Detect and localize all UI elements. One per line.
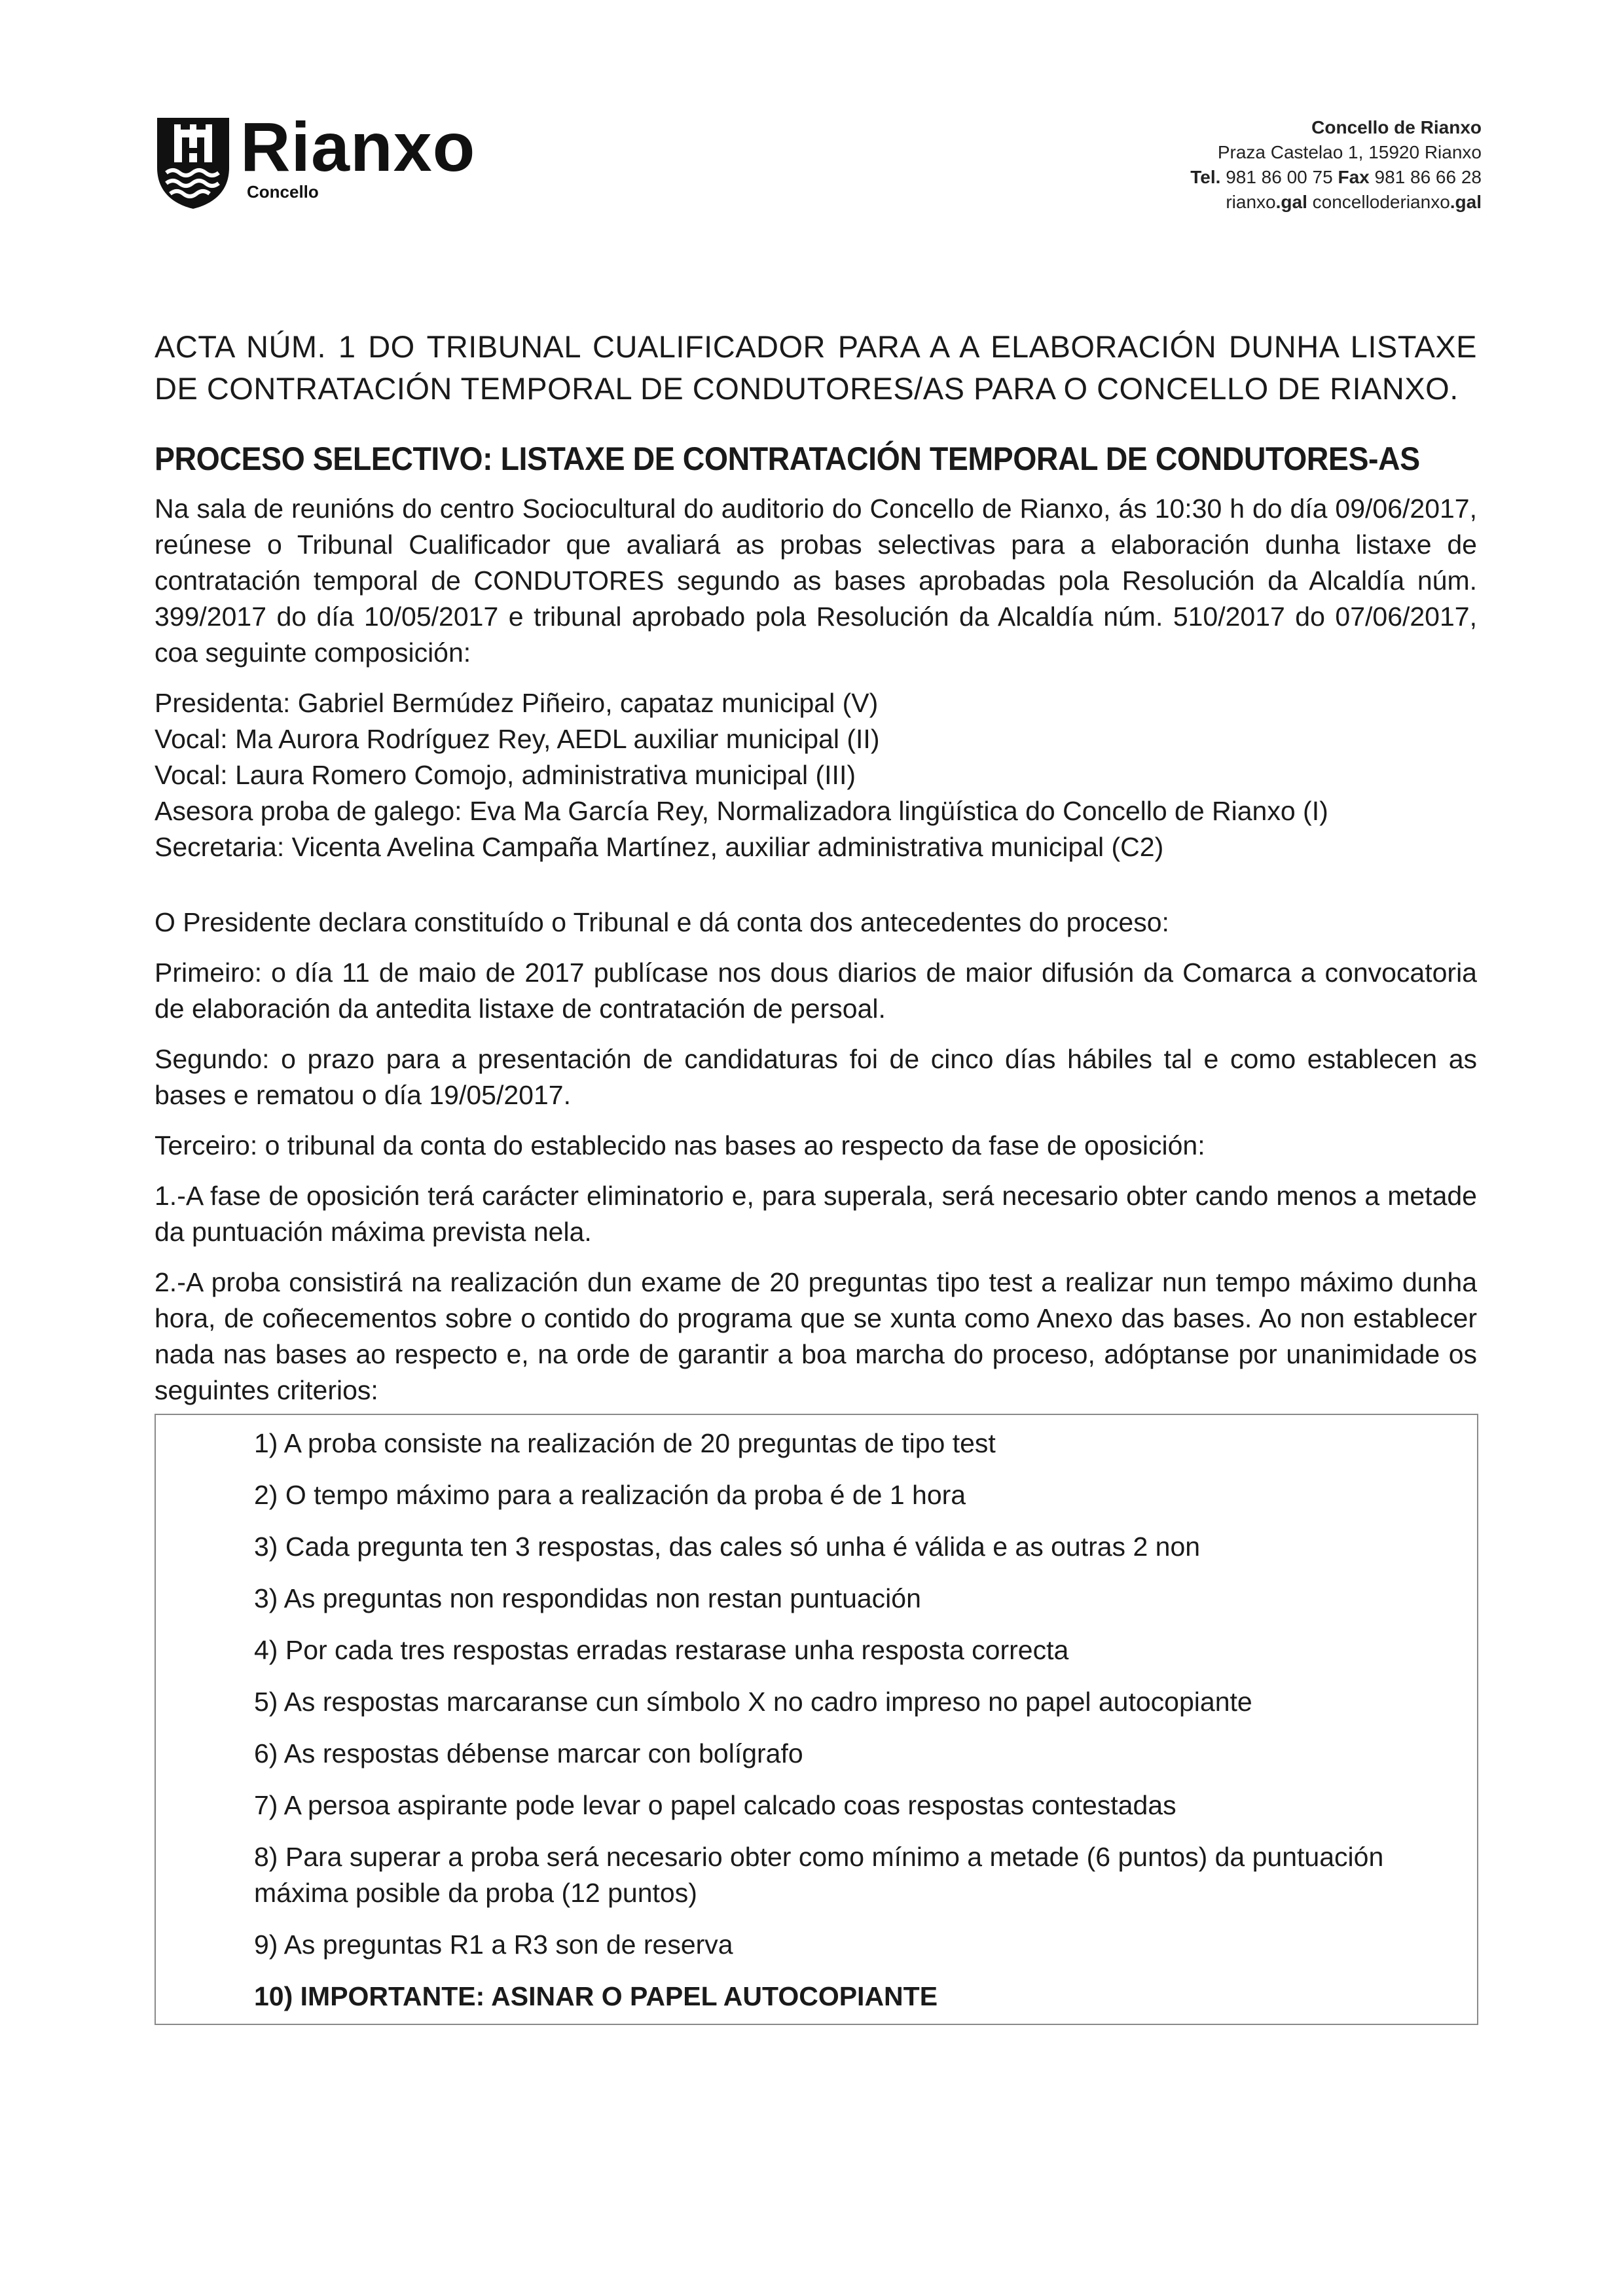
member-line: Secretaria: Vicenta Avelina Campaña Martínez, auxiliar administrativa municipal (C2)	[155, 832, 1164, 862]
member-line: Vocal: Laura Romero Comojo, administrativa municipal (III)	[155, 760, 856, 790]
process-heading: PROCESO SELECTIVO: LISTAXE DE CONTRATACIÓN TEMPORAL DE CONDUTORES-AS	[155, 440, 1420, 477]
member-line: Presidenta: Gabriel Bermúdez Piñeiro, capataz municipal (V)	[155, 688, 879, 718]
phone-line	[1190, 165, 1482, 190]
criteria-item: 1) A proba consiste na realización de 20 preguntas de tipo test	[254, 1428, 996, 1458]
document-body	[155, 326, 1477, 2025]
criteria-item-important: 10) IMPORTANTE: ASINAR O PAPEL AUTOCOPIANTE	[254, 1981, 938, 2011]
criteria-item: 3) As preguntas non respondidas non restan puntuación	[254, 1583, 921, 1613]
criteria-box	[155, 1414, 1478, 2025]
web-line	[1190, 190, 1482, 215]
criteria-item: 5) As respostas marcaranse cun símbolo X no cadro impreso no papel autocopiante	[254, 1687, 1252, 1717]
criteria-item: 4) Por cada tres respostas erradas restarase unha resposta correcta	[254, 1635, 1069, 1665]
rianxo-shield-icon	[155, 115, 232, 210]
paragraph: Terceiro: o tribunal da conta do establecido nas bases ao respecto da fase de oposición:	[155, 1130, 1205, 1160]
member-line: Vocal: Ma Aurora Rodríguez Rey, AEDL auxiliar municipal (II)	[155, 724, 880, 754]
fax-number: 981 86 66 28	[1374, 167, 1482, 187]
contact-block	[1190, 115, 1482, 215]
fax-label: Fax	[1338, 167, 1370, 187]
paragraph: O Presidente declara constituído o Tribunal e dá conta dos antecedentes do proceso:	[155, 907, 1169, 937]
document-title: ACTA NÚM. 1 DO TRIBUNAL CUALIFICADOR PARA A A ELABORACIÓN DUNHA LISTAXE DE CONTRATACIÓN TEMPORAL DE CONDUTORES/AS PARA O CONCELLO DE RIANXO.	[155, 329, 1477, 406]
paragraph: 2.-A proba consistirá na realización dun exame de 20 preguntas tipo test a realizar nun tempo máximo dunha hora, de coñecementos sobre o contido do programa que se xunta como Anexo das bases. Ao non establecer nada nas bases ao respecto e, na orde de garantir a boa marcha do proceso, adóptanse por unanimidade os seguintes criterios:	[155, 1267, 1477, 1405]
tribunal-members	[155, 685, 1477, 865]
concello-logo	[155, 109, 521, 213]
criteria-item: 7) A persoa aspirante pode levar o papel calcado coas respostas contestadas	[254, 1790, 1176, 1820]
tel-label: Tel.	[1190, 167, 1221, 187]
address: Praza Castelao 1, 15920 Rianxo	[1217, 142, 1482, 162]
criteria-item: 6) As respostas débense marcar con bolígrafo	[254, 1738, 803, 1768]
org-name: Concello de Rianxo	[1311, 117, 1482, 137]
paragraph: Segundo: o prazo para a presentación de candidaturas foi de cinco días hábiles tal e como establecen as bases e rematou o día 19/05/2017.	[155, 1044, 1477, 1110]
intro-paragraph: Na sala de reunións do centro Sociocultural do auditorio do Concello de Rianxo, ás 10:30 h do día 09/06/2017, reúnese o Tribunal Cualificador que avaliará as probas selectivas para a elaboración dunha listaxe de contratación temporal de CONDUTORES segundo as bases aprobadas pola Resolución da Alcaldía núm. 399/2017 do día 10/05/2017 e tribunal aprobado pola Resolución da Alcaldía núm. 510/2017 do 07/06/2017, coa seguinte composición:	[155, 493, 1477, 668]
logo-wordmark: Rianxo	[240, 109, 476, 186]
criteria-item: 9) As preguntas R1 a R3 son de reserva	[254, 1929, 733, 1960]
criteria-item: 2) O tempo máximo para a realización da proba é de 1 hora	[254, 1480, 966, 1510]
logo-subtitle: Concello	[247, 182, 319, 202]
criteria-item: 3) Cada pregunta ten 3 respostas, das cales só unha é válida e as outras 2 non	[254, 1532, 1201, 1562]
criteria-item: 8) Para superar a proba será necesario obter como mínimo a metade (6 puntos) da puntuación máxima posible da proba (12 puntos)	[254, 1842, 1384, 1908]
member-line: Asesora proba de galego: Eva Ma García Rey, Normalizadora lingüística do Concello de Rianxo (I)	[155, 796, 1328, 826]
paragraph: Primeiro: o día 11 de maio de 2017 publícase nos dous diarios de maior difusión da Comarca a convocatoria de elaboración da antedita listaxe de contratación de persoal.	[155, 958, 1477, 1024]
tel-number: 981 86 00 75	[1226, 167, 1333, 187]
paragraph: 1.-A fase de oposición terá carácter eliminatorio e, para superala, será necesario obter cando menos a metade da puntuación máxima prevista nela.	[155, 1181, 1477, 1247]
web-link-2[interactable]: concelloderianxo.gal	[1312, 192, 1482, 212]
web-link-1[interactable]: rianxo.gal	[1226, 192, 1307, 212]
